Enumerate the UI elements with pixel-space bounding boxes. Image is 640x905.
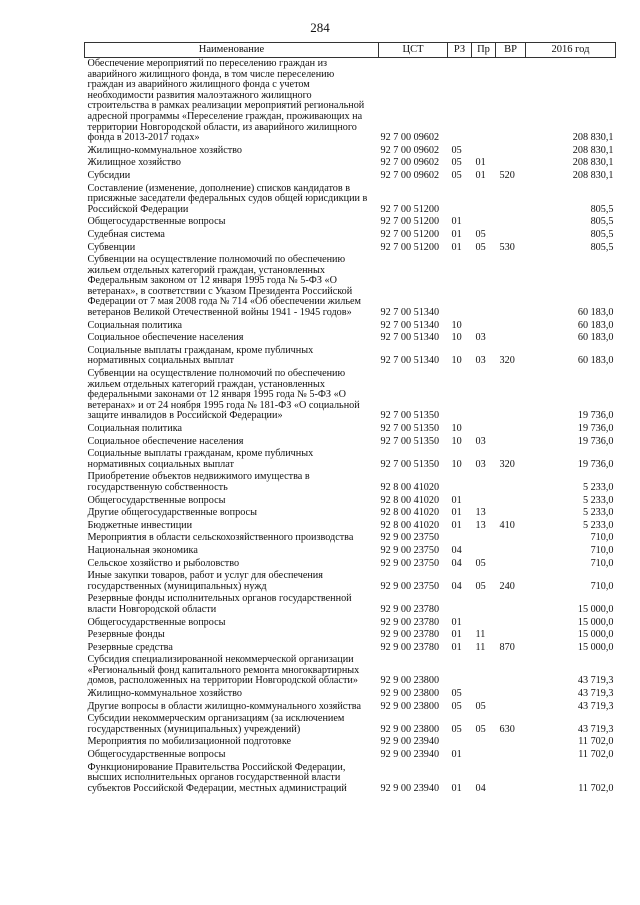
budget-table — [84, 42, 616, 795]
row-amount: 208 830,1 — [572, 144, 614, 156]
row-rz — [448, 593, 472, 616]
row-pr — [472, 749, 496, 762]
table-row — [85, 216, 616, 229]
header-year: 2016 год — [526, 43, 616, 58]
row-vr — [496, 229, 526, 242]
row-name: Другие вопросы в области жилищно-коммунального хозяйства — [87, 700, 361, 712]
row-pr: 01 — [475, 157, 486, 169]
row-name: Сельское хозяйство и рыболовство — [87, 557, 240, 569]
row-cst: 92 7 00 51350 — [380, 435, 440, 447]
row-cst: 92 9 00 23800 — [380, 723, 440, 735]
row-name: Другие общегосударственные вопросы — [87, 507, 257, 519]
row-name: Социальное обеспечение населения — [87, 435, 244, 447]
table-row — [85, 332, 616, 345]
header-cst: ЦСТ — [379, 43, 448, 58]
row-pr: 05 — [475, 700, 486, 712]
row-rz: 01 — [451, 519, 462, 531]
table-row — [85, 736, 616, 749]
row-pr: 05 — [475, 557, 486, 569]
row-rz: 01 — [451, 616, 462, 628]
row-name: Жилищно-коммунальное хозяйство — [87, 688, 243, 700]
row-rz — [448, 58, 472, 145]
row-vr — [496, 495, 526, 508]
row-vr: 410 — [499, 519, 515, 531]
row-pr: 11 — [475, 629, 486, 641]
row-rz: 05 — [451, 723, 462, 735]
table-row — [85, 436, 616, 449]
row-pr — [472, 495, 496, 508]
table-row — [85, 629, 616, 642]
row-cst: 92 9 00 23750 — [380, 557, 440, 569]
row-pr: 03 — [475, 332, 486, 344]
row-vr — [496, 58, 526, 145]
row-cst: 92 7 00 51200 — [380, 228, 440, 240]
row-cst: 92 9 00 23750 — [380, 532, 440, 544]
row-amount: 43 719,3 — [577, 700, 614, 712]
header-pr: Пр — [472, 43, 496, 58]
table-row — [85, 749, 616, 762]
row-rz — [448, 471, 472, 494]
row-rz: 04 — [451, 580, 462, 592]
row-rz: 10 — [451, 332, 462, 344]
table-row — [85, 593, 616, 616]
row-amount: 208 830,1 — [572, 132, 614, 144]
row-vr — [496, 532, 526, 545]
row-pr — [472, 183, 496, 217]
row-cst: 92 9 00 23750 — [380, 544, 440, 556]
row-pr — [472, 471, 496, 494]
row-amount: 43 719,3 — [577, 688, 614, 700]
row-vr — [496, 368, 526, 423]
row-cst: 92 7 00 51340 — [380, 307, 440, 319]
header-vr: ВР — [496, 43, 526, 58]
row-rz: 10 — [451, 458, 462, 470]
row-name: Общегосударственные вопросы — [87, 494, 226, 506]
row-amount: 15 000,0 — [577, 629, 614, 641]
table-row — [85, 170, 616, 183]
table-row — [85, 570, 616, 593]
row-vr — [496, 545, 526, 558]
row-pr — [472, 254, 496, 320]
row-vr: 520 — [499, 169, 515, 181]
header-rz: РЗ — [448, 43, 472, 58]
row-rz — [448, 368, 472, 423]
row-pr: 01 — [475, 169, 486, 181]
row-cst: 92 7 00 51200 — [380, 241, 440, 253]
row-pr — [472, 532, 496, 545]
row-name: Национальная экономика — [87, 544, 198, 556]
row-amount: 208 830,1 — [572, 157, 614, 169]
row-cst: 92 7 00 51200 — [380, 216, 440, 228]
row-name: Субвенции — [87, 241, 136, 253]
row-cst: 92 9 00 23800 — [380, 688, 440, 700]
row-rz: 10 — [451, 435, 462, 447]
row-rz: 01 — [451, 494, 462, 506]
row-amount: 5 233,0 — [582, 481, 614, 493]
row-amount: 11 702,0 — [578, 782, 614, 794]
row-vr — [496, 629, 526, 642]
row-vr — [496, 762, 526, 796]
row-rz — [448, 183, 472, 217]
table-row — [85, 713, 616, 736]
row-rz: 04 — [451, 544, 462, 556]
row-rz: 05 — [451, 157, 462, 169]
row-pr — [472, 688, 496, 701]
row-cst: 92 9 00 23800 — [380, 675, 440, 687]
row-name: Судебная система — [87, 228, 165, 240]
row-vr — [496, 320, 526, 333]
table-row — [85, 507, 616, 520]
row-cst: 92 9 00 23780 — [380, 616, 440, 628]
row-vr — [496, 617, 526, 630]
row-cst: 92 7 00 51340 — [380, 319, 440, 331]
table-row — [85, 617, 616, 630]
row-vr: 320 — [499, 458, 515, 470]
row-rz: 10 — [451, 355, 462, 367]
table-row — [85, 242, 616, 255]
table-row — [85, 520, 616, 533]
row-pr — [472, 593, 496, 616]
header-name: Наименование — [85, 43, 379, 58]
table-row — [85, 229, 616, 242]
table-row — [85, 145, 616, 158]
row-rz: 01 — [451, 749, 462, 761]
row-amount: 5 233,0 — [582, 494, 614, 506]
row-name: Приобретение объектов недвижимого имущества в государственную собственность — [87, 471, 310, 493]
row-cst: 92 7 00 51200 — [380, 203, 440, 215]
table-row — [85, 545, 616, 558]
row-pr — [472, 216, 496, 229]
table-row — [85, 688, 616, 701]
row-amount: 60 183,0 — [577, 355, 614, 367]
row-cst: 92 7 00 51350 — [380, 423, 440, 434]
row-amount: 805,5 — [590, 228, 614, 240]
row-name: Социальные выплаты гражданам, кроме публичных нормативных социальных выплат — [87, 448, 314, 470]
row-name: Обеспечение мероприятий по переселению граждан из аварийного жилищного фонда, в том числе переселению граждан из аварийного жилищного фонда с учетом необходимости развития малоэтажного жилищного строительства в рамках реализации мероприятий региональной адресной программы «Переселение граждан, проживающих на территории Новгородской области, из аварийного жилищного фонда в 2013-2017 годах» — [87, 58, 365, 144]
table-row — [85, 345, 616, 368]
row-name: Жилищное хозяйство — [87, 157, 181, 169]
row-amount: 710,0 — [590, 544, 614, 556]
row-name: Общегосударственные вопросы — [87, 216, 226, 228]
page-number: 284 — [310, 20, 330, 35]
row-rz: 05 — [451, 700, 462, 712]
row-name: Социальные выплаты гражданам, кроме публичных нормативных социальных выплат — [87, 344, 314, 367]
table-row — [85, 58, 616, 145]
table-row — [85, 157, 616, 170]
row-pr: 11 — [475, 641, 486, 653]
table-row — [85, 254, 616, 320]
row-amount: 5 233,0 — [582, 507, 614, 519]
row-vr — [496, 507, 526, 520]
row-amount: 19 736,0 — [577, 410, 614, 422]
row-pr: 04 — [475, 782, 486, 794]
row-amount: 43 719,3 — [577, 723, 614, 735]
row-rz — [448, 532, 472, 545]
row-rz: 01 — [451, 507, 462, 519]
row-cst: 92 9 00 23780 — [380, 641, 440, 653]
row-vr — [496, 654, 526, 688]
row-pr: 13 — [475, 519, 486, 531]
table-row — [85, 642, 616, 655]
row-name: Социальная политика — [87, 319, 183, 331]
row-cst: 92 8 00 41020 — [380, 494, 440, 506]
row-pr — [472, 617, 496, 630]
row-cst: 92 9 00 23800 — [380, 700, 440, 712]
row-vr — [496, 593, 526, 616]
row-name: Резервные фонды исполнительных органов государственной власти Новгородской области — [87, 593, 352, 615]
row-vr: 240 — [499, 580, 515, 592]
row-rz: 01 — [451, 782, 462, 794]
row-cst: 92 8 00 41020 — [380, 507, 440, 519]
row-rz: 01 — [451, 241, 462, 253]
table-header — [85, 43, 616, 58]
row-pr — [472, 320, 496, 333]
row-name: Субсидии некоммерческим организациям (за исключением государственных (муниципальных) учреждений) — [87, 713, 345, 735]
row-amount: 805,5 — [590, 203, 614, 215]
row-amount: 19 736,0 — [577, 458, 614, 470]
row-rz: 10 — [451, 423, 462, 434]
row-rz — [448, 254, 472, 320]
table-row — [85, 471, 616, 494]
row-cst: 92 7 00 09602 — [380, 157, 440, 169]
row-rz: 04 — [451, 557, 462, 569]
row-vr — [496, 254, 526, 320]
row-pr: 05 — [475, 580, 486, 592]
row-name: Иные закупки товаров, работ и услуг для обеспечения государственных (муниципальных) нужд — [87, 570, 323, 592]
row-amount: 710,0 — [590, 532, 614, 544]
row-rz: 01 — [451, 228, 462, 240]
row-pr — [472, 654, 496, 688]
row-rz: 05 — [451, 688, 462, 700]
row-amount: 60 183,0 — [577, 307, 614, 319]
row-vr: 630 — [499, 723, 515, 735]
table-row — [85, 762, 616, 796]
row-pr — [472, 58, 496, 145]
row-rz: 05 — [451, 144, 462, 156]
row-rz: 01 — [451, 216, 462, 228]
row-name: Субвенции на осуществление полномочий по обеспечению жильем отдельных категорий граждан, установленных Федеральным законом от 12 января 1995 года № 5-ФЗ «О ветеранах», в соответствии с Указом Президента Российской Федерации от 7 мая 2008 года № 714 «Об обеспечении жильем ветеранов Великой Отечественной войны 1941 - 1945 годов» — [87, 254, 361, 319]
row-vr: 320 — [499, 355, 515, 367]
table-row — [85, 558, 616, 571]
row-pr — [472, 145, 496, 158]
row-cst: 92 7 00 09602 — [380, 132, 440, 144]
row-cst: 92 9 00 23940 — [380, 736, 440, 748]
row-amount: 60 183,0 — [577, 319, 614, 331]
row-rz — [448, 654, 472, 688]
row-amount: 15 000,0 — [577, 616, 614, 628]
row-cst: 92 9 00 23780 — [380, 629, 440, 641]
row-amount: 60 183,0 — [577, 332, 614, 344]
row-name: Мероприятия по мобилизационной подготовке — [87, 736, 292, 748]
row-rz — [448, 736, 472, 749]
row-amount: 5 233,0 — [582, 519, 614, 531]
row-pr: 05 — [475, 241, 486, 253]
table-row — [85, 495, 616, 508]
row-amount: 710,0 — [590, 557, 614, 569]
row-vr: 530 — [499, 241, 515, 253]
table-row — [85, 448, 616, 471]
row-cst: 92 7 00 51340 — [380, 332, 440, 344]
row-pr: 05 — [475, 723, 486, 735]
row-name: Составление (изменение, дополнение) списков кандидатов в присяжные заседатели федеральных судов общей юрисдикции в Российской Федерации — [87, 182, 368, 215]
row-amount: 208 830,1 — [572, 169, 614, 181]
row-rz: 05 — [451, 169, 462, 181]
table-row — [85, 320, 616, 333]
row-amount: 805,5 — [590, 241, 614, 253]
row-name: Функционирование Правительства Российской Федерации, высших исполнительных органов государственной власти субъектов Российской Федерации, местных администраций — [87, 761, 347, 794]
row-amount: 805,5 — [590, 216, 614, 228]
row-amount: 710,0 — [590, 580, 614, 592]
row-name: Резервные средства — [87, 641, 173, 653]
row-amount: 43 719,3 — [577, 675, 614, 687]
row-name: Жилищно-коммунальное хозяйство — [87, 144, 243, 156]
row-amount: 15 000,0 — [577, 641, 614, 653]
row-cst: 92 7 00 09602 — [380, 144, 440, 156]
row-rz: 01 — [451, 641, 462, 653]
row-name: Субвенции на осуществление полномочий по обеспечению жильем отдельных категорий граждан, установленных федеральными законами от 12 января 1995 года № 5-ФЗ «О ветеранах» и от 24 ноября 1995 года № 181-ФЗ «О социальной защите инвалидов в Российской Федерации» — [87, 368, 360, 422]
row-cst: 92 9 00 23940 — [380, 749, 440, 761]
row-rz: 01 — [451, 629, 462, 641]
row-vr — [496, 183, 526, 217]
row-vr — [496, 332, 526, 345]
row-name: Резервные фонды — [87, 629, 165, 641]
row-name: Общегосударственные вопросы — [87, 616, 226, 628]
row-cst: 92 9 00 23750 — [380, 580, 440, 592]
row-pr — [472, 423, 496, 436]
row-vr — [496, 749, 526, 762]
row-cst: 92 7 00 51350 — [380, 410, 440, 422]
row-cst: 92 9 00 23940 — [380, 782, 440, 794]
row-pr — [472, 545, 496, 558]
table-row — [85, 532, 616, 545]
table-row — [85, 701, 616, 714]
row-pr: 03 — [475, 458, 486, 470]
row-cst: 92 8 00 41020 — [380, 519, 440, 531]
row-rz: 10 — [451, 319, 462, 331]
row-vr — [496, 423, 526, 436]
row-name: Мероприятия в области сельскохозяйственного производства — [87, 532, 354, 544]
row-amount: 19 736,0 — [577, 435, 614, 447]
row-vr — [496, 157, 526, 170]
row-pr — [472, 736, 496, 749]
row-name: Общегосударственные вопросы — [87, 749, 226, 761]
row-pr: 05 — [475, 228, 486, 240]
row-pr: 03 — [475, 355, 486, 367]
row-pr: 13 — [475, 507, 486, 519]
row-pr — [472, 368, 496, 423]
row-vr — [496, 688, 526, 701]
table-row — [85, 654, 616, 688]
row-amount: 11 702,0 — [578, 736, 614, 748]
row-cst: 92 7 00 09602 — [380, 169, 440, 181]
row-name: Субсидии — [87, 169, 131, 181]
row-name: Социальное обеспечение населения — [87, 332, 244, 344]
row-vr — [496, 736, 526, 749]
row-vr: 870 — [499, 641, 515, 653]
row-vr — [496, 145, 526, 158]
row-name: Бюджетные инвестиции — [87, 519, 193, 531]
table-row — [85, 368, 616, 423]
row-vr — [496, 471, 526, 494]
row-pr: 03 — [475, 435, 486, 447]
row-vr — [496, 701, 526, 714]
row-vr — [496, 436, 526, 449]
row-name: Субсидия специализированной некоммерческой организации «Региональный фонд капитального ремонта многоквартирных домов, расположенных на территории Новгородской области» — [87, 654, 360, 687]
row-vr — [496, 216, 526, 229]
row-name: Социальная политика — [87, 423, 183, 434]
row-cst: 92 8 00 41020 — [380, 481, 440, 493]
row-amount: 15 000,0 — [577, 603, 614, 615]
row-cst: 92 7 00 51350 — [380, 458, 440, 470]
table-row — [85, 183, 616, 217]
row-amount: 19 736,0 — [577, 423, 614, 434]
row-vr — [496, 558, 526, 571]
row-cst: 92 7 00 51340 — [380, 355, 440, 367]
row-cst: 92 9 00 23780 — [380, 603, 440, 615]
row-amount: 11 702,0 — [578, 749, 614, 761]
table-row — [85, 423, 616, 436]
